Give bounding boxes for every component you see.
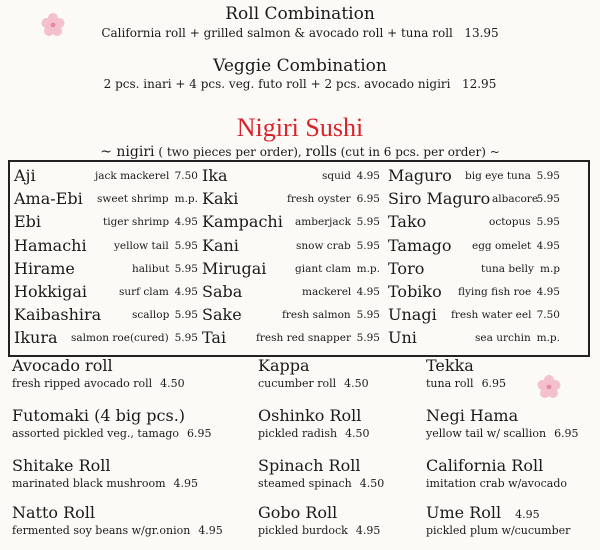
roll-item — [426, 406, 579, 440]
nigiri-item-name: Ikura — [14, 328, 58, 348]
roll-desc: steamed spinach 4.50 — [258, 477, 385, 490]
nigiri-item-price: 5.95 — [174, 239, 198, 252]
roll-price: 4.95 — [355, 524, 381, 537]
nigiri-item — [202, 259, 380, 281]
roll-price: 4.50 — [359, 477, 385, 490]
nigiri-item-desc: mackerel — [302, 286, 352, 298]
nigiri-item-price: 5.95 — [536, 170, 560, 182]
roll-desc: marinated black mushroom 4.95 — [12, 477, 198, 490]
nigiri-item-price: 5.95 — [536, 193, 560, 206]
nigiri-item-name: Kaibashira — [14, 305, 102, 325]
nigiri-item-name: Ebi — [14, 212, 42, 232]
nigiri-item-name: Hokkigai — [14, 282, 87, 301]
nigiri-item-price: m.p — [539, 262, 560, 275]
roll-price: 6.95 — [554, 427, 579, 440]
section-title: Nigiri Sushi — [236, 113, 364, 142]
nigiri-item-desc: fresh oyster — [287, 193, 351, 206]
roll-item — [426, 503, 570, 537]
nigiri-item-desc: scallop — [132, 309, 170, 322]
nigiri-item-desc: squid — [322, 170, 351, 182]
nigiri-item-name: Siro Maguro — [388, 189, 491, 209]
nigiri-item-desc: sea urchin — [475, 332, 531, 345]
nigiri-item-desc: fresh salmon — [282, 309, 351, 322]
combo-desc: 2 pcs. inari + 4 pcs. veg. futo roll + 2 pcs. avocado nigiri 12.95 — [103, 77, 497, 91]
nigiri-item — [202, 282, 380, 304]
nigiri-item-name: Toro — [388, 258, 425, 278]
nigiri-item-desc: flying fish roe — [458, 286, 532, 298]
roll-name: Tekka — [426, 356, 474, 375]
nigiri-item-price: 5.95 — [174, 332, 198, 345]
nigiri-item-name: Saba — [202, 282, 243, 301]
combo-price: 13.95 — [464, 26, 499, 40]
roll-desc: tuna roll 6.95 — [426, 377, 507, 390]
nigiri-item-price: 4.95 — [536, 239, 560, 252]
nigiri-item-desc: octopus — [489, 216, 531, 229]
combo-desc: California roll + grilled salmon & avocado roll + tuna roll 13.95 — [101, 26, 499, 40]
nigiri-item-name: Ama-Ebi — [14, 189, 83, 209]
nigiri-item-desc: big eye tuna — [465, 170, 531, 182]
roll-desc: pickled radish 4.50 — [258, 427, 370, 440]
nigiri-item — [388, 259, 560, 281]
nigiri-item-desc: tiger shrimp — [103, 216, 170, 229]
nigiri-item-price: 4.95 — [174, 286, 198, 298]
nigiri-item-price: 4.95 — [174, 216, 198, 229]
roll-desc: assorted pickled veg., tamago 6.95 — [12, 427, 212, 440]
nigiri-item-name: Kampachi — [202, 212, 283, 232]
nigiri-item-price: 5.95 — [356, 216, 380, 229]
nigiri-item — [202, 189, 380, 211]
nigiri-item-name: Tai — [202, 328, 227, 348]
nigiri-item-name: Ika — [202, 166, 228, 185]
nigiri-item-desc: tuna belly — [481, 262, 534, 275]
nigiri-item-price: m.p. — [174, 193, 198, 206]
nigiri-item-price: 5.95 — [356, 332, 380, 345]
nigiri-menu-box — [8, 160, 590, 357]
nigiri-item — [14, 259, 198, 281]
roll-item — [12, 406, 212, 440]
roll-name: California Roll — [426, 456, 544, 475]
nigiri-item-name: Tobiko — [388, 282, 442, 301]
nigiri-item-price: m.p. — [356, 262, 380, 275]
nigiri-item-desc: surf clam — [119, 286, 169, 298]
nigiri-item-price: 4.95 — [356, 170, 380, 182]
nigiri-item-desc: yellow tail — [114, 239, 169, 252]
nigiri-item — [388, 166, 560, 188]
nigiri-item-desc: jack mackerel — [95, 170, 170, 182]
roll-price: 4.50 — [345, 427, 370, 440]
nigiri-item-price: 6.95 — [356, 193, 380, 206]
nigiri-item — [388, 282, 560, 304]
nigiri-item-desc: albacore — [492, 193, 539, 206]
roll-item — [426, 356, 506, 390]
nigiri-item-name: Uni — [388, 328, 417, 348]
roll-name: Shitake Roll — [12, 456, 111, 475]
roll-desc: imitation crab w/avocado — [426, 477, 568, 490]
nigiri-item — [388, 189, 560, 211]
nigiri-item-price: m.p. — [536, 332, 560, 345]
roll-desc: fermented soy beans w/gr.onion 4.95 — [12, 524, 223, 537]
combo-title: Veggie Combination — [213, 56, 387, 76]
nigiri-item-price: 5.95 — [356, 309, 380, 322]
nigiri-item-price: 7.50 — [174, 170, 198, 182]
roll-price: 4.95 — [198, 524, 223, 537]
nigiri-item-name: Aji — [14, 166, 36, 185]
nigiri-item-desc: egg omelet — [472, 239, 532, 252]
section-subtitle: ~ nigiri ( two pieces per order), rolls (cut in 6 pcs. per order) ~ — [100, 144, 500, 160]
roll-price: 6.95 — [481, 377, 507, 390]
roll-price: 4.95 — [515, 508, 540, 521]
nigiri-item-price: 5.95 — [536, 216, 560, 229]
nigiri-item-name: Tako — [388, 212, 427, 232]
roll-item — [12, 456, 198, 490]
roll-desc: cucumber roll 4.50 — [258, 377, 369, 390]
combo-price: 12.95 — [461, 77, 497, 91]
roll-name: Negi Hama — [426, 406, 519, 425]
nigiri-item-desc: snow crab — [296, 239, 351, 252]
roll-name: Oshinko Roll — [258, 406, 362, 425]
roll-desc: pickled burdock 4.95 — [258, 524, 381, 537]
nigiri-item-name: Tamago — [388, 235, 452, 255]
nigiri-item-price: 4.95 — [356, 286, 380, 298]
nigiri-item-price: 7.50 — [536, 309, 560, 322]
roll-item — [426, 456, 575, 490]
roll-name: Gobo Roll — [258, 503, 338, 522]
nigiri-item — [14, 305, 198, 327]
nigiri-item-desc: sweet shrimp — [97, 193, 169, 206]
nigiri-item-desc: salmon roe(cured) — [71, 332, 169, 345]
nigiri-item — [14, 236, 198, 258]
nigiri-item — [202, 166, 380, 188]
nigiri-item-name: Kani — [202, 235, 239, 255]
nigiri-item-name: Mirugai — [202, 258, 267, 278]
roll-desc: yellow tail w/ scallion 6.95 — [426, 427, 579, 440]
nigiri-item — [202, 212, 380, 234]
roll-item — [258, 406, 370, 440]
roll-desc: pickled plum w/cucumber — [426, 524, 571, 537]
roll-name: Avocado roll — [12, 356, 113, 375]
roll-name: Ume Roll 4.95 — [426, 503, 540, 522]
nigiri-item — [202, 236, 380, 258]
nigiri-item-price: 5.95 — [174, 262, 198, 275]
roll-item — [258, 356, 369, 390]
nigiri-item — [388, 305, 560, 327]
nigiri-item-name: Hamachi — [14, 235, 87, 255]
roll-name: Futomaki (4 big pcs.) — [12, 406, 186, 425]
roll-price: 4.50 — [344, 377, 369, 390]
nigiri-item-desc: giant clam — [295, 262, 352, 275]
nigiri-item — [388, 236, 560, 258]
roll-item — [258, 456, 384, 490]
nigiri-item — [388, 328, 560, 350]
nigiri-item-desc: halibut — [132, 262, 170, 275]
nigiri-item — [14, 328, 198, 350]
nigiri-item-price: 4.95 — [536, 286, 560, 298]
nigiri-item-price: 5.95 — [356, 239, 380, 252]
roll-price: 4.50 — [160, 377, 185, 390]
roll-name: Kappa — [258, 356, 310, 375]
nigiri-item — [202, 328, 380, 350]
nigiri-item — [14, 189, 198, 211]
roll-item — [258, 503, 380, 537]
roll-item — [12, 503, 223, 537]
nigiri-item-name: Kaki — [202, 189, 239, 209]
nigiri-item-desc: amberjack — [295, 216, 351, 229]
nigiri-item — [202, 305, 380, 327]
nigiri-item — [14, 282, 198, 304]
nigiri-item — [14, 166, 198, 188]
nigiri-item-name: Unagi — [388, 305, 437, 325]
roll-price: 6.95 — [187, 427, 212, 440]
nigiri-item-name: Sake — [202, 305, 242, 325]
combo-title: Roll Combination — [225, 4, 375, 24]
roll-price: 4.95 — [173, 477, 198, 490]
roll-item — [12, 356, 185, 390]
nigiri-item-name: Maguro — [388, 166, 452, 185]
roll-desc: fresh ripped avocado roll 4.50 — [12, 377, 185, 390]
nigiri-item-name: Hirame — [14, 258, 75, 278]
roll-name: Natto Roll — [12, 503, 96, 522]
roll-name: Spinach Roll — [258, 456, 361, 475]
sakura-flower-icon — [536, 374, 562, 400]
nigiri-item — [388, 212, 560, 234]
nigiri-item-desc: fresh water eel — [451, 309, 532, 322]
nigiri-item-price: 5.95 — [174, 309, 198, 322]
nigiri-item — [14, 212, 198, 234]
nigiri-item-desc: fresh red snapper — [256, 332, 351, 345]
